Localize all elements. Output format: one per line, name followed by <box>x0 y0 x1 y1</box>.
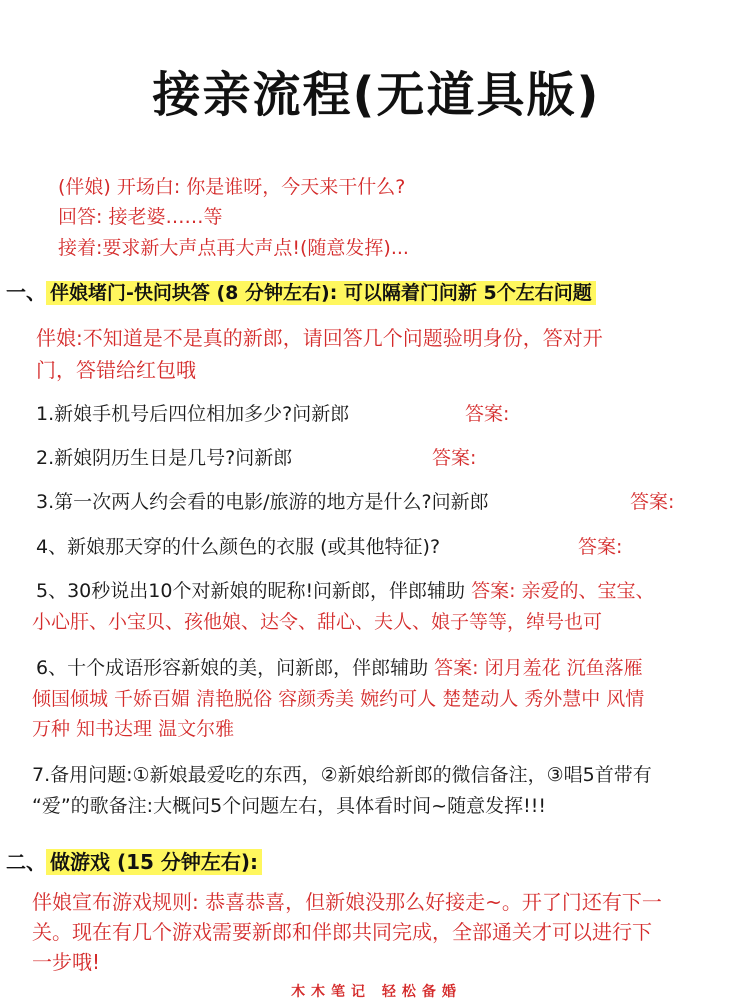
page-title: 接亲流程(无道具版) <box>152 67 601 123</box>
bridesmaid-line-1: 伴娘:不知道是不是真的新郎，请回答几个问题验明身份，答对开 <box>36 326 603 350</box>
answer-label-2: 答案: <box>432 447 477 469</box>
section-2-heading <box>6 846 262 875</box>
question-2: 2.新娘阴历生日是几号?问新郎 <box>36 447 293 469</box>
question-6-answer-cont-1: 倾国倾城 千娇百媚 清艳脱俗 容颜秀美 婉约可人 楚楚动人 秀外慧中 风情 <box>32 688 645 710</box>
question-6-answer: 答案: 闭月羞花 沉鱼落雁 <box>434 657 643 679</box>
question-7-line-1: 7.备用问题:①新娘最爱吃的东西，②新娘给新郎的微信备注，③唱5首带有 <box>32 764 652 786</box>
answer-label-4: 答案: <box>578 536 623 558</box>
question-5-answer: 答案: 亲爱的、宝宝、 <box>471 580 655 602</box>
question-5-answer-cont: 小心肝、小宝贝、孩他娘、达令、甜心、夫人、娘子等等，绰号也可 <box>32 611 603 633</box>
question-6-answer-cont-2: 万种 知书达理 温文尔雅 <box>32 718 235 740</box>
question-7-line-2: “爱”的歌备注:大概问5个问题左右，具体看时间~随意发挥!!! <box>32 795 546 817</box>
section-2-highlight: 做游戏 (15 分钟左右): <box>46 849 262 875</box>
answer-label-3: 答案: <box>630 491 675 513</box>
intro-line-2: 回答: 接老婆……等 <box>58 206 223 228</box>
question-1: 1.新娘手机号后四位相加多少?问新郎 <box>36 403 350 425</box>
question-6 <box>36 653 643 680</box>
section-2-prefix: 二、 <box>6 850 46 874</box>
question-3: 3.第一次两人约会看的电影/旅游的地方是什么?问新郎 <box>36 491 489 513</box>
section-1-prefix: 一、 <box>6 280 46 304</box>
question-4: 4、新娘那天穿的什么颜色的衣服 (或其他特征)? <box>36 536 441 558</box>
question-5 <box>36 576 655 603</box>
intro-line-3: 接着:要求新大声点再大声点!(随意发挥)... <box>58 237 409 259</box>
section-2-line-2: 关。现在有几个游戏需要新郎和伴郎共同完成，全部通关才可以进行下 <box>32 920 652 944</box>
section-1-heading <box>6 276 596 305</box>
question-6-text: 6、十个成语形容新娘的美，问新郎，伴郎辅助 <box>36 657 429 679</box>
question-5-text: 5、30秒说出10个对新娘的昵称!问新郎，伴郎辅助 <box>36 580 466 602</box>
bridesmaid-line-2: 门，答错给红包哦 <box>36 358 196 382</box>
answer-label-1: 答案: <box>465 403 510 425</box>
section-1-highlight: 伴娘堵门-快问块答 (8 分钟左右): 可以隔着门问新 5个左右问题 <box>46 281 596 305</box>
footer-watermark: 木木笔记 轻松备婚 <box>291 984 462 1000</box>
section-2-line-3: 一步哦! <box>32 950 101 974</box>
section-2-line-1: 伴娘宣布游戏规则: 恭喜恭喜，但新娘没那么好接走~。开了门还有下一 <box>32 890 662 914</box>
intro-line-1: (伴娘) 开场白: 你是谁呀，今天来干什么? <box>58 176 406 198</box>
